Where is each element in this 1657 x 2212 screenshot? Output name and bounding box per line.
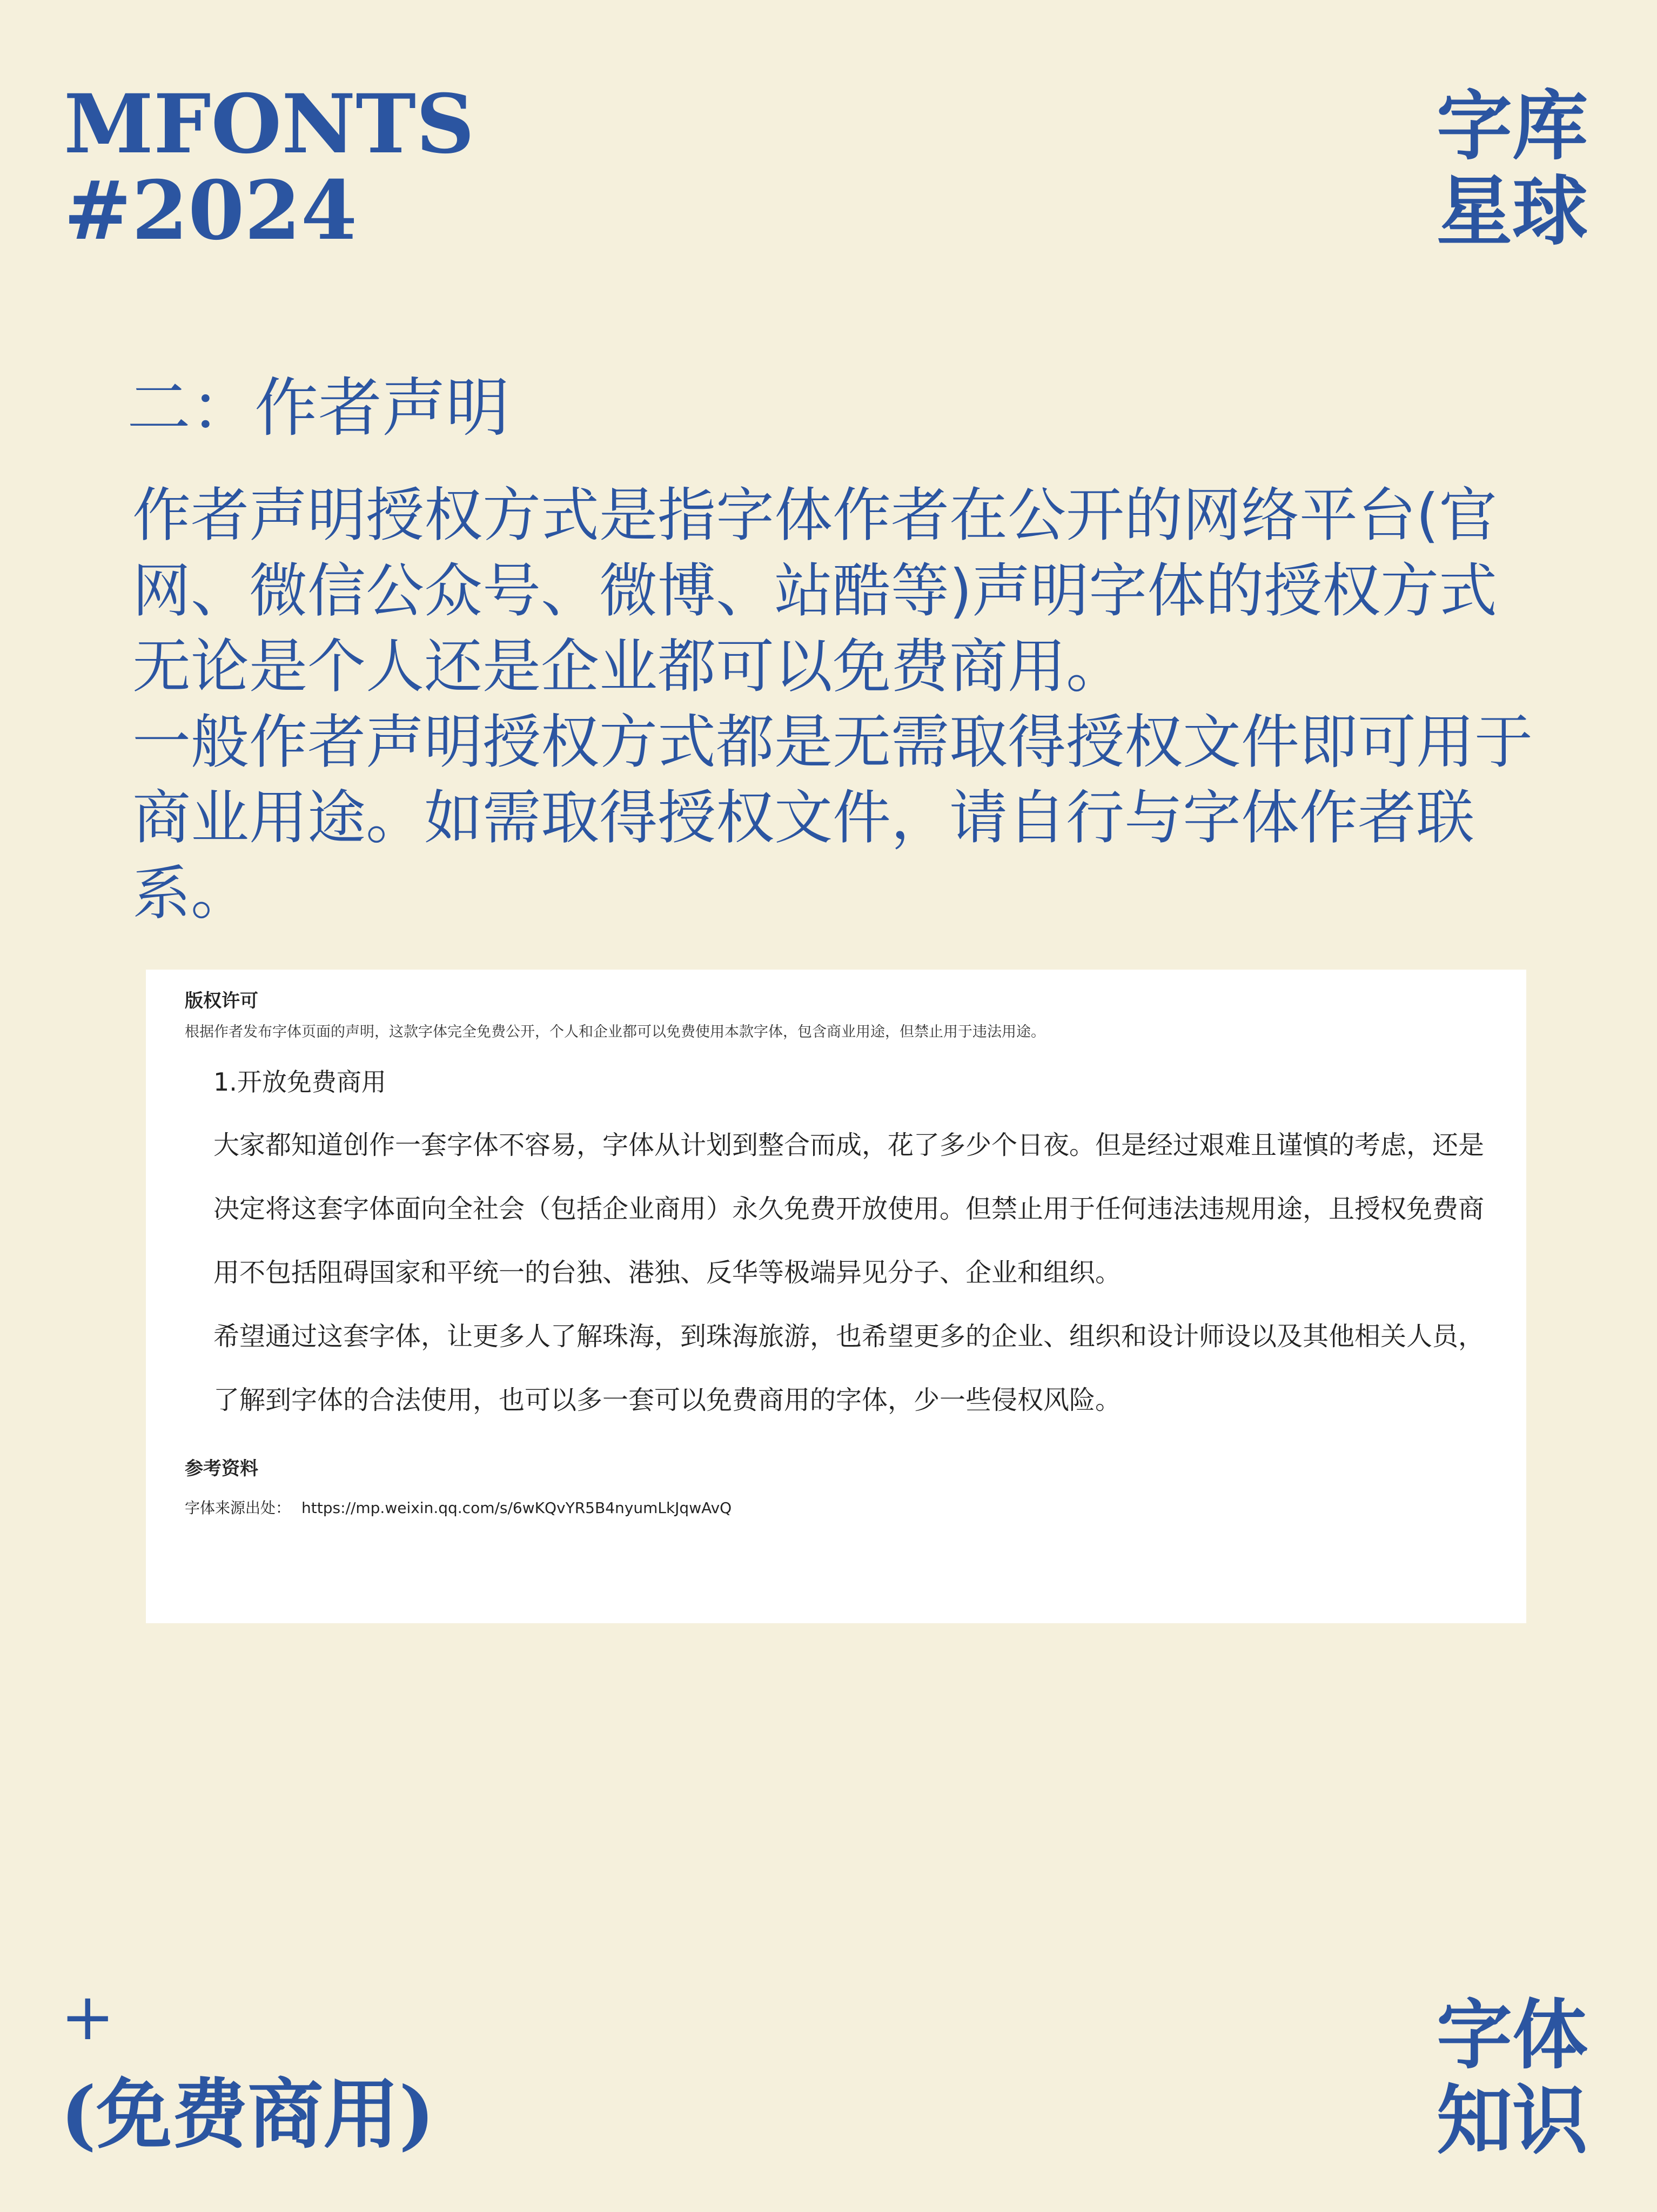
card-paragraph-1: 大家都知道创作一套字体不容易，字体从计划到整合而成，花了多少个日夜。但是经过艰难且谨慎的考虑，还是决定将这套字体面向全社会（包括企业商用）永久免费开放使用。但禁止用于任何违法违规用途，且授权免费商用不包括阻碍国家和平统一的台独、港独、反华等极端异见分子、企业和组织。 xyxy=(213,1130,1485,1288)
card-ref-line xyxy=(185,1496,1505,1518)
card-sub-title: 1.开放免费商用 xyxy=(213,1067,386,1097)
free-commercial-label: (免费商用) xyxy=(61,2070,435,2159)
tag-bottom-right-line-2: 知识 xyxy=(1436,2076,1588,2165)
card-ref-heading: 参考资料 xyxy=(185,1458,258,1480)
tag-top-right-line-2: 星球 xyxy=(1436,167,1588,256)
tag-bottom-right-line-1: 字体 xyxy=(1436,1991,1588,2080)
section-title: 二：作者声明 xyxy=(127,371,510,445)
body-text xyxy=(132,478,1537,932)
license-screenshot-card xyxy=(146,970,1526,1623)
card-intro: 根据作者发布字体页面的声明，这款字体完全免费公开，个人和企业都可以免费使用本款字体，包含商业用途，但禁止用于违法用途。 xyxy=(185,1024,1045,1040)
body-paragraph-2: 一般作者声明授权方式都是无需取得授权文件即可用于商业用途。如需取得授权文件，请自行与字体作者联系。 xyxy=(132,709,1533,927)
body-paragraph-1: 作者声明授权方式是指字体作者在公开的网络平台(官网、微信公众号、微博、站酷等)声明字体的授权方式无论是个人还是企业都可以免费商用。 xyxy=(132,482,1498,701)
brand-name: MFONTS xyxy=(64,77,475,172)
card-heading: 版权许可 xyxy=(185,990,258,1012)
card-paragraph-2: 希望通过这套字体，让更多人了解珠海，到珠海旅游，也希望更多的企业、组织和设计师设以及其他相关人员，了解到字体的合法使用，也可以多一套可以免费商用的字体，少一些侵权风险。 xyxy=(213,1321,1485,1415)
tag-bottom-right xyxy=(1437,1993,1588,2163)
brand-year: #2024 xyxy=(64,163,358,258)
brand-logo xyxy=(64,77,475,258)
tag-top-right-line-1: 字库 xyxy=(1436,82,1588,171)
tag-top-right xyxy=(1437,84,1588,254)
plus-icon: + xyxy=(61,1980,115,2055)
card-ref-label: 字体来源出处： xyxy=(185,1499,291,1517)
card-ref-url[interactable]: https://mp.weixin.qq.com/s/6wKQvYR5B4nyumLkJqwAvQ xyxy=(301,1499,732,1517)
